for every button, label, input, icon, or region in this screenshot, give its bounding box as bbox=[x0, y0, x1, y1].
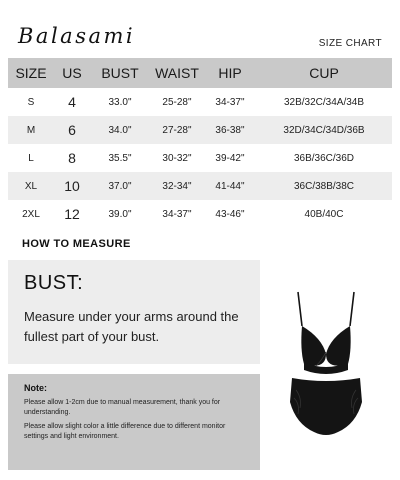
table-row bbox=[8, 88, 392, 116]
how-to-measure-heading: HOW TO MEASURE bbox=[22, 238, 131, 250]
bust-cell: 37.0" bbox=[108, 180, 132, 192]
bust-cell: 34.0" bbox=[108, 124, 132, 136]
table-header-row bbox=[8, 58, 392, 88]
column-header-hip: HIP bbox=[218, 65, 242, 81]
bust-panel bbox=[8, 260, 260, 364]
left-strap bbox=[298, 292, 302, 326]
hip-cell: 34-37" bbox=[215, 96, 245, 108]
bust-cell: 33.0" bbox=[108, 96, 132, 108]
column-header-cup: CUP bbox=[309, 65, 339, 81]
table-row bbox=[8, 172, 392, 200]
cup-cell: 32B/32C/34A/34B bbox=[283, 96, 365, 108]
high-waist-bottom bbox=[290, 378, 362, 435]
waist-cell: 25-28" bbox=[162, 96, 192, 108]
note-measurement: Please allow 1-2cm due to manual measurement, thank you for understanding. bbox=[24, 399, 221, 416]
waist-cell: 34-37" bbox=[162, 208, 192, 220]
bust-instructions: Measure under your arms around the fullest part of your bust. bbox=[24, 309, 239, 344]
us-cell: 4 bbox=[68, 94, 76, 110]
hip-cell: 39-42" bbox=[215, 152, 245, 164]
waist-cell: 30-32" bbox=[162, 152, 192, 164]
waist-cell: 32-34" bbox=[162, 180, 192, 192]
waist-cell: 27-28" bbox=[162, 124, 192, 136]
column-header-us: US bbox=[62, 65, 82, 81]
size-cell: XL bbox=[24, 180, 38, 192]
header bbox=[0, 0, 400, 58]
table-row bbox=[8, 144, 392, 172]
cup-cell: 40B/40C bbox=[304, 208, 344, 220]
us-cell: 12 bbox=[64, 206, 80, 222]
size-cell: S bbox=[27, 96, 35, 108]
table-row bbox=[8, 200, 392, 228]
bikini-illustration bbox=[264, 272, 394, 464]
size-cell: L bbox=[28, 152, 34, 164]
bust-heading: BUST: bbox=[24, 272, 84, 294]
hip-cell: 36-38" bbox=[215, 124, 245, 136]
hip-cell: 43-46" bbox=[215, 208, 245, 220]
top-left-cup bbox=[301, 326, 326, 366]
cup-cell: 36B/36C/36D bbox=[293, 152, 355, 164]
product-image bbox=[264, 272, 394, 464]
bust-cell: 35.5" bbox=[108, 152, 132, 164]
hip-cell: 41-44" bbox=[215, 180, 245, 192]
us-cell: 8 bbox=[68, 150, 76, 166]
page-title: SIZE CHART bbox=[318, 38, 382, 49]
bust-cell: 39.0" bbox=[108, 208, 132, 220]
us-cell: 10 bbox=[64, 178, 80, 194]
table-row bbox=[8, 116, 392, 144]
size-table bbox=[8, 58, 392, 228]
note-panel bbox=[8, 374, 260, 470]
note-color: Please allow slight color a little difference due to different monitor settings and light environment. bbox=[24, 423, 226, 440]
column-header-waist: WAIST bbox=[155, 65, 199, 81]
column-header-bust: BUST bbox=[101, 65, 139, 81]
top-right-cup bbox=[326, 326, 351, 366]
column-header-size: SIZE bbox=[15, 65, 47, 81]
note-heading: Note: bbox=[24, 383, 47, 393]
brand-logo: Balasami bbox=[18, 24, 136, 48]
right-strap bbox=[350, 292, 354, 326]
size-cell: 2XL bbox=[22, 208, 40, 220]
cup-cell: 36C/38B/38C bbox=[293, 180, 355, 192]
cup-cell: 32D/34C/34D/36B bbox=[283, 124, 365, 136]
us-cell: 6 bbox=[68, 122, 76, 138]
size-cell: M bbox=[26, 124, 36, 136]
